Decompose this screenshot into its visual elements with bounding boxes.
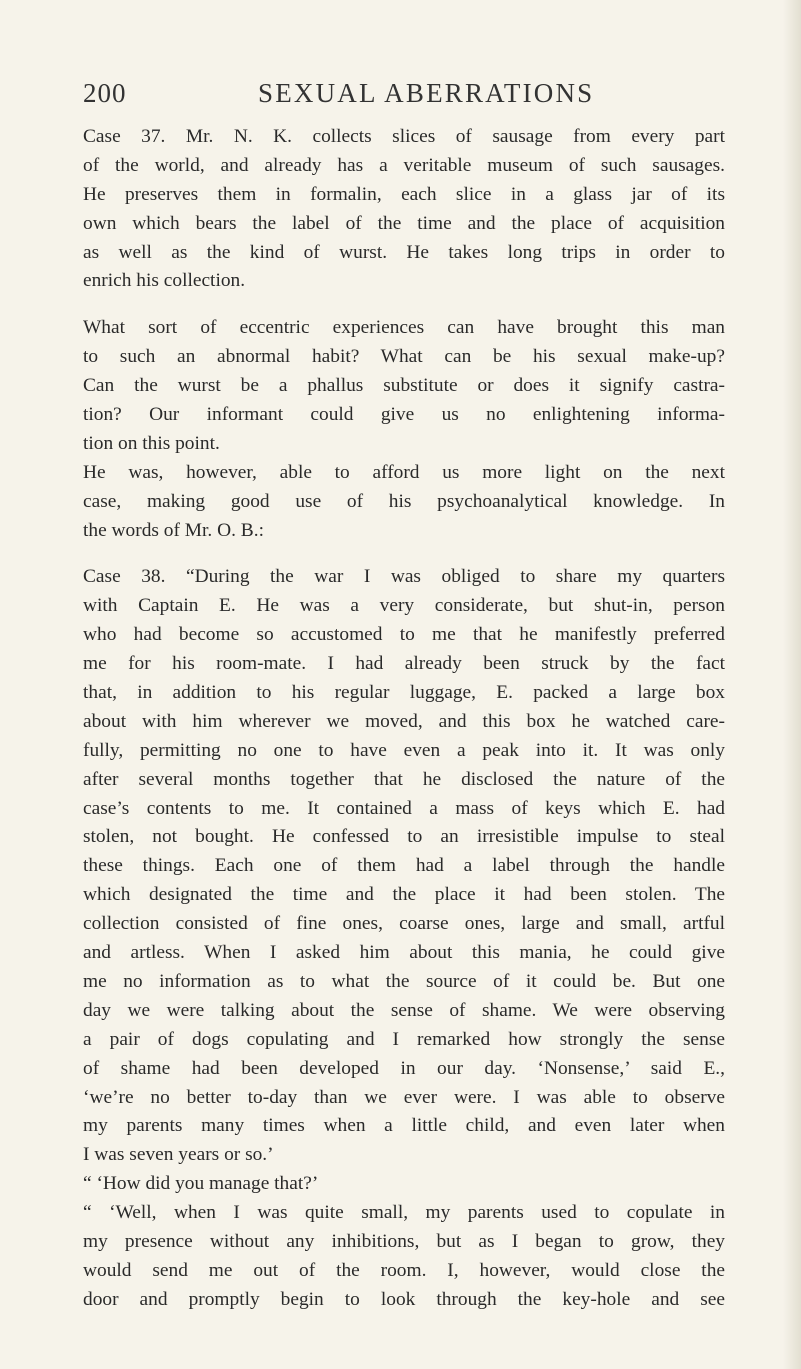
- text-line: me for his room-mate. I had already been struck by the fact: [83, 653, 725, 675]
- text-line: enrich his collection.: [83, 270, 246, 292]
- text-line: these things. Each one of them had a label through the handle: [83, 855, 725, 877]
- text-line: door and promptly begin to look through the key-hole and see: [83, 1288, 725, 1310]
- text-line: that, in addition to his regular luggage, E. packed a large box: [83, 682, 725, 704]
- text-line: my parents many times when a little child, and even later when: [83, 1115, 725, 1137]
- text-line: the words of Mr. O. B.:: [83, 519, 264, 541]
- body-text: [83, 123, 725, 1315]
- text-line: with Captain E. He was a very considerate, but shut-in, person: [83, 595, 725, 617]
- paragraph-transition: [83, 459, 725, 546]
- paragraph-commentary: [83, 314, 725, 458]
- text-line: which designated the time and the place it had been stolen. The: [83, 884, 725, 906]
- text-line: a pair of dogs copulating and I remarked how strongly the sense: [83, 1028, 725, 1050]
- page-edge-shadow: [783, 0, 801, 1369]
- paragraph-case-38: [83, 563, 725, 1170]
- text-line: to such an abnormal habit? What can be his sexual make-up?: [83, 346, 725, 368]
- text-line: stolen, not bought. He confessed to an irresistible impulse to steal: [83, 826, 725, 848]
- text-line: day we were talking about the sense of shame. We were observing: [83, 999, 725, 1021]
- text-line: who had become so accustomed to me that he manifestly preferred: [83, 624, 725, 646]
- page-header: [83, 78, 723, 118]
- paragraph-dialogue-answer: [83, 1199, 725, 1315]
- text-line: ‘we’re no better to-day than we ever were. I was able to observe: [83, 1086, 725, 1108]
- running-title: SEXUAL ABERRATIONS: [258, 78, 595, 108]
- page-number: 200: [83, 78, 127, 108]
- text-line: He preserves them in formalin, each slice in a glass jar of its: [83, 183, 725, 205]
- text-line: and artless. When I asked him about this mania, he could give: [83, 942, 725, 964]
- text-line: tion? Our informant could give us no enlightening informa-: [83, 404, 725, 426]
- text-line: my presence without any inhibitions, but as I began to grow, they: [83, 1230, 725, 1252]
- text-line: of the world, and already has a veritable museum of such sausages.: [83, 154, 725, 176]
- text-line: me no information as to what the source of it could be. But one: [83, 970, 725, 992]
- text-line: Can the wurst be a phallus substitute or does it signify castra-: [83, 375, 725, 397]
- text-line: would send me out of the room. I, however, would close the: [83, 1259, 725, 1281]
- text-line: as well as the kind of wurst. He takes long trips in order to: [83, 241, 725, 263]
- text-line: What sort of eccentric experiences can have brought this man: [83, 317, 725, 339]
- text-line: I was seven years or so.’: [83, 1144, 274, 1166]
- text-line: after several months together that he disclosed the nature of the: [83, 768, 725, 790]
- text-line: fully, permitting no one to have even a peak into it. It was only: [83, 739, 725, 761]
- text-line: Case 37. Mr. N. K. collects slices of sausage from every part: [83, 126, 725, 147]
- text-line: He was, however, able to afford us more light on the next: [83, 461, 725, 483]
- text-line: case’s contents to me. It contained a mass of keys which E. had: [83, 797, 725, 819]
- paragraph-dialogue-question: [83, 1170, 725, 1199]
- text-line: “ ‘How did you manage that?’: [83, 1173, 319, 1195]
- text-line: about with him wherever we moved, and this box he watched care-: [83, 710, 725, 732]
- text-line: case, making good use of his psychoanalytical knowledge. In: [83, 490, 725, 512]
- text-line: own which bears the label of the time and the place of acquisition: [83, 212, 725, 234]
- text-line: Case 38. “During the war I was obliged to share my quarters: [83, 566, 725, 588]
- text-line: of shame had been developed in our day. ‘Nonsense,’ said E.,: [83, 1057, 725, 1079]
- text-line: collection consisted of fine ones, coarse ones, large and small, artful: [83, 913, 725, 935]
- text-line: tion on this point.: [83, 432, 220, 454]
- text-line: “ ‘Well, when I was quite small, my parents used to copulate in: [83, 1202, 725, 1224]
- paragraph-case-37: [83, 123, 725, 296]
